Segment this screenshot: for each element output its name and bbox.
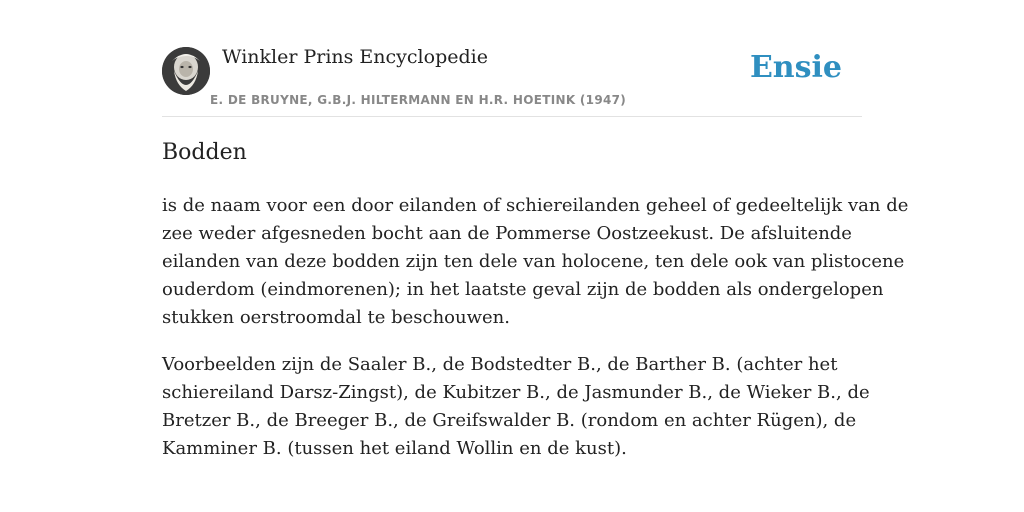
publication-title[interactable]: Winkler Prins Encyclopedie (222, 46, 488, 68)
text-line: Bretzer B., de Breeger B., de Greifswalder B. (rondom en achter Rügen), de (162, 410, 857, 431)
paragraph (162, 351, 870, 463)
text-line: zee weder afgesneden bocht aan de Pommerse Oostzeekust. De afsluitende (162, 223, 852, 244)
text-line: Voorbeelden zijn de Saaler B., de Bodstedter B., de Barther B. (achter het (162, 354, 838, 375)
ensie-logo-link[interactable]: Ensie (749, 50, 842, 85)
text-line: is de naam voor een door eilanden of schiereilanden geheel of gedeeltelijk van de (162, 195, 909, 216)
paragraph (162, 192, 909, 332)
publication-header (162, 46, 862, 117)
publication-authors: E. DE BRUYNE, G.B.J. HILTERMANN EN H.R. HOETINK (1947) (210, 93, 627, 107)
text-line: eilanden van deze bodden zijn ten dele van holocene, ten dele ook van plistocene (162, 251, 905, 272)
article-body (162, 192, 909, 482)
portrait-icon (162, 47, 210, 95)
text-line: schiereiland Darsz-Zingst), de Kubitzer B., de Jasmunder B., de Wieker B., de (162, 382, 870, 403)
text-line: Kamminer B. (tussen het eiland Wollin en de kust). (162, 438, 627, 459)
text-line: ouderdom (eindmorenen); in het laatste geval zijn de bodden als ondergelopen (162, 279, 884, 300)
article-title: Bodden (162, 140, 247, 165)
text-line: stukken oerstroomdal te beschouwen. (162, 307, 510, 328)
author-avatar (162, 47, 210, 95)
